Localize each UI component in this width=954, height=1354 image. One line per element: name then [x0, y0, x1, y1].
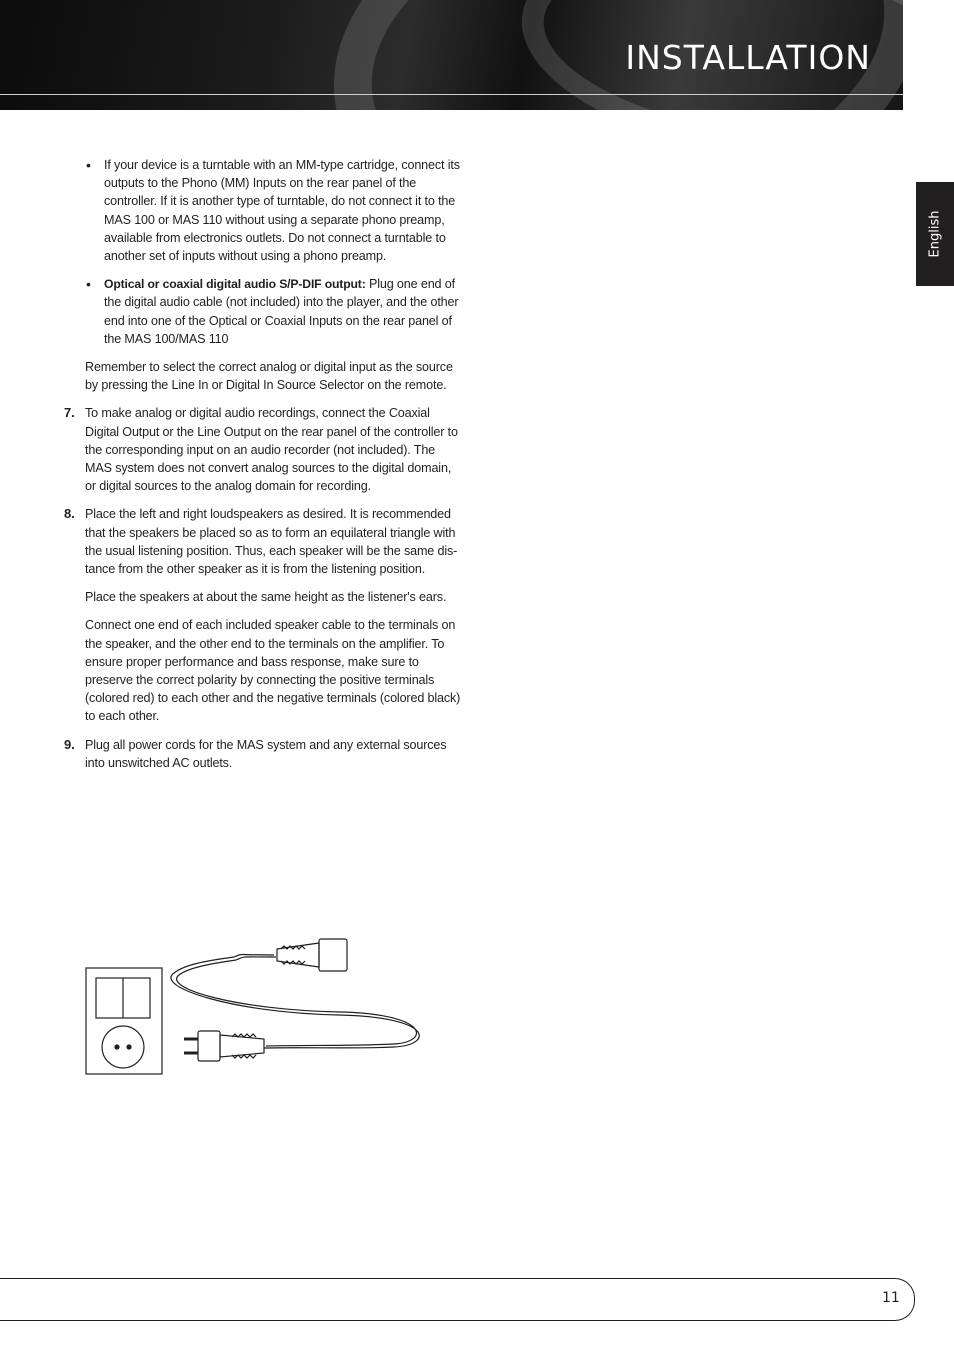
- wall-outlet-icon: [86, 968, 162, 1074]
- list-item: [86, 275, 464, 348]
- step-number: 8.: [64, 506, 75, 522]
- bullet-heading: Optical or coaxial digital audio S/P-DIF output:: [104, 277, 366, 292]
- step-9: [64, 736, 464, 772]
- bullet-text: If your device is a turntable with an MM-type cartridge, connect its outputs to the Phono (MM) Inputs on the rear panel of the controller. If it is another type of turntable, do not connect it to the MAS 100 or MAS 110 without using a separate phono preamp, available from electronics outlets. Do not connect a turntable to another set of inputs without using a phono preamp.: [104, 158, 460, 264]
- bullet-icon: •: [86, 157, 91, 173]
- page-title: INSTALLATION: [625, 38, 871, 77]
- list-item: [86, 156, 464, 265]
- bullet-icon: •: [86, 276, 91, 293]
- paragraph: Connect one end of each included speaker cable to the terminals on the speaker, and the other end to the terminals on the amplifier. To ensure proper performance and bass response, make sure to preserve the correct polarity by connecting the positive terminals (colored red) to each other and the negative terminals (colored black) to each other.: [85, 618, 461, 724]
- step-number: 9.: [64, 736, 75, 752]
- step-text: To make analog or digital audio recordings, connect the Coaxial Digital Output or the Line Output on the rear panel of the controller to the corresponding input on an audio recorder (not included). The MAS system does not convert analog sources to the digital domain, or digital sources to the analog domain for recording.: [85, 406, 458, 494]
- power-cable-icon: [171, 939, 419, 1061]
- step-7: [64, 404, 464, 495]
- paragraph: Remember to select the correct analog or digital input as the source by pressing the Line In or Digital In Source Selector on the remote.: [85, 360, 453, 393]
- page-header: [0, 0, 903, 110]
- header-rule: [0, 94, 903, 95]
- body-content: [64, 156, 464, 782]
- language-tab: [916, 182, 954, 286]
- footer-rule: [0, 1278, 890, 1321]
- step-number: 7.: [64, 405, 75, 421]
- page-number: 11: [882, 1290, 900, 1306]
- step-text: Place the left and right loudspeakers as desired. It is recommended that the speakers be placed so as to form an equilateral triangle with the usual listening position. Thus, each speaker will be the same dis-tance from the other speaker as it is from the listening position.: [85, 507, 458, 577]
- step-text: Plug all power cords for the MAS system and any external sources into unswitched AC outlets.: [85, 737, 447, 770]
- language-tab-label: English: [927, 210, 943, 258]
- power-cord-illustration: [84, 935, 444, 1080]
- bullet-text: Plug one end of the digital audio cable (not included) into the player, and the other end into one of the Optical or Coaxial Inputs on the rear panel of the MAS 100/MAS 110: [104, 277, 459, 346]
- paragraph: Place the speakers at about the same height as the listener's ears.: [85, 590, 447, 605]
- step-8: [64, 505, 464, 578]
